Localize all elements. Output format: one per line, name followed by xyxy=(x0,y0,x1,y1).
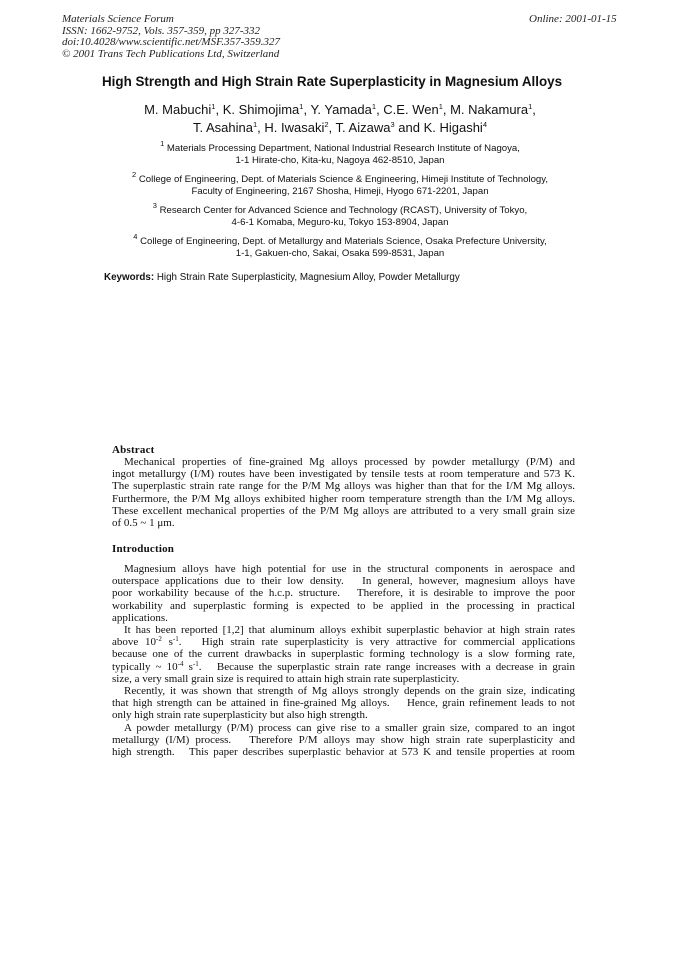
paragraph-3 xyxy=(112,685,575,722)
author-list xyxy=(60,101,620,136)
separator: , xyxy=(442,102,451,117)
affiliation-line: College of Engineering, Dept. of Materials Science & Engineering, Himeji Institute of Technology, xyxy=(138,173,549,185)
paper-title: High Strength and High Strain Rate Superplasticity in Magnesium Alloys xyxy=(102,74,563,89)
affiliation-number: 2 xyxy=(131,169,137,179)
text-fragment: s xyxy=(161,636,173,649)
author-line-2 xyxy=(60,119,620,137)
affiliation-number: 3 xyxy=(152,200,157,210)
author-name: K. Higashi xyxy=(423,119,483,135)
copyright-line: © 2001 Trans Tech Publications Ltd, Switzerland xyxy=(62,47,280,60)
affiliation-address: 1-1, Gakuen-cho, Sakai, Osaka 599-8531, Japan xyxy=(235,247,445,259)
author-name: M. Nakamura xyxy=(450,102,529,117)
text-line: only high strain rate superplasticity but also high strength. xyxy=(112,709,368,722)
affiliation-address: 4-6-1 Komaba, Meguro-ku, Tokyo 153-8904, Japan xyxy=(231,217,449,229)
text-line: size, a very small grain size is required to attain high strain rate superplasticity. xyxy=(112,672,460,685)
text-line: poor workability because of the h.c.p. structure. Therefore, it is desirable to improve the poor xyxy=(112,587,575,600)
keywords xyxy=(104,272,460,283)
author-line-1 xyxy=(60,101,620,119)
paragraph-1 xyxy=(112,563,575,624)
affiliation-marker: 3 xyxy=(390,119,395,129)
affiliation-1 xyxy=(60,139,620,167)
text-line xyxy=(112,661,575,673)
affiliation-address: Faculty of Engineering, 2167 Shosha, Himeji, Hyogo 671-2201, Japan xyxy=(191,186,489,198)
text-fragment: . High strain rate superplasticity is very attractive for commercial applications xyxy=(178,636,575,649)
affiliation-list xyxy=(60,139,620,267)
exponent: -4 xyxy=(177,659,184,668)
separator: and xyxy=(394,119,424,135)
online-date: Online: 2001-01-15 xyxy=(529,13,617,25)
affiliation-number: 1 xyxy=(160,139,165,148)
text-line: outerspace applications due to their low density. In general, however, magnesium alloys have xyxy=(112,575,575,588)
text-line: Mechanical properties of fine-grained Mg alloys processed by powder metallurgy (P/M) and xyxy=(124,456,575,468)
separator: , xyxy=(376,102,384,117)
author-name: K. Shimojima xyxy=(222,102,300,117)
author-name: H. Iwasaki xyxy=(264,119,325,135)
affiliation-marker: 1 xyxy=(438,102,443,111)
affiliation-address: 1-1 Hirate-cho, Kita-ku, Nagoya 462-8510, Japan xyxy=(235,155,445,167)
affiliation-4 xyxy=(60,231,620,260)
affiliation-marker: 1 xyxy=(371,102,377,111)
text-line: Furthermore, the P/M Mg alloys exhibited higher room temperature strength than the I/M Mg alloys. xyxy=(112,492,575,505)
journal-name: Materials Science Forum xyxy=(62,13,174,25)
text-line: A powder metallurgy (P/M) process can give rise to a smaller grain size, compared to an ingot xyxy=(124,721,575,734)
text-fragment: typically ~ 10 xyxy=(112,660,178,673)
separator: , xyxy=(257,119,265,135)
affiliation-number: 4 xyxy=(133,231,138,241)
text-line: Recently, it was shown that strength of Mg alloys strongly depends on the grain size, indicating xyxy=(124,685,575,698)
text-line: of 0.5 ~ 1 μm. xyxy=(112,517,175,530)
issn-line: ISSN: 1662-9752, Vols. 357-359, pp 327-332 xyxy=(62,24,260,37)
abstract-section xyxy=(112,444,575,529)
text-line: high strength. This paper describes superplastic behavior at 573 K and tensile properties at room xyxy=(112,746,575,759)
affiliation-marker: 1 xyxy=(253,119,258,129)
keywords-label: Keywords: xyxy=(104,272,155,283)
keywords-text: High Strain Rate Superplasticity, Magnesium Alloy, Powder Metallurgy xyxy=(156,272,460,283)
affiliation-marker: 4 xyxy=(482,119,487,129)
separator: , xyxy=(303,102,311,117)
author-name: C.E. Wen xyxy=(383,102,439,117)
affiliation-line: College of Engineering, Dept. of Metallurgy and Materials Science, Osaka Prefecture University, xyxy=(140,235,547,247)
text-line: applications. xyxy=(112,611,168,624)
abstract-heading: Abstract xyxy=(112,444,155,456)
affiliation-marker: 1 xyxy=(528,102,533,111)
author-name: T. Aizawa xyxy=(335,119,391,135)
affiliation-line: Research Center for Advanced Science and Technology (RCAST), University of Tokyo, xyxy=(159,204,528,216)
doi-link[interactable]: doi:10.4028/www.scientific.net/MSF.357-359.327 xyxy=(62,36,281,48)
text-line: ingot metallurgy (I/M) routes have been investigated by tensile tests at room temperature and 573 K. xyxy=(112,468,575,481)
affiliation-3 xyxy=(60,200,620,229)
exponent: -1 xyxy=(172,635,179,644)
affiliation-marker: 2 xyxy=(324,119,329,129)
affiliation-marker: 1 xyxy=(211,102,216,111)
author-name: T. Asahina xyxy=(193,119,253,135)
text-fragment: s xyxy=(183,660,193,673)
author-name: Y. Yamada xyxy=(310,102,372,117)
separator: , xyxy=(532,102,536,117)
text-line: These excellent mechanical properties of the P/M Mg alloys are attributed to a very small grain size xyxy=(112,504,575,517)
introduction-heading: Introduction xyxy=(112,543,175,555)
text-line: It has been reported [1,2] that aluminum alloys exhibit superplastic behavior at high strain rates xyxy=(124,624,575,637)
text-line: workability and superplastic forming is expected to be applied in the processing in practical xyxy=(112,599,575,612)
author-name: M. Mabuchi xyxy=(144,102,212,117)
affiliation-line: Materials Processing Department, National Industrial Research Institute of Nagoya, xyxy=(166,143,520,154)
exponent: -1 xyxy=(192,659,199,668)
paragraph-2 xyxy=(112,624,575,685)
text-line: Magnesium alloys have high potential for use in the structural components in aerospace and xyxy=(124,563,575,575)
text-line: metallurgy (I/M) process. Therefore P/M alloys may show high strain rate superplasticity and xyxy=(112,733,575,746)
text-line: The superplastic strain rate range for the P/M Mg alloys was higher than that for the I/M Mg alloys. xyxy=(112,480,575,493)
text-fragment: above 10 xyxy=(112,636,156,649)
paragraph-4 xyxy=(112,722,575,759)
text-line xyxy=(112,636,575,648)
exponent: -2 xyxy=(156,635,162,644)
text-line: because one of the current drawbacks in superplastic forming technology is a slow forming rate, xyxy=(112,648,575,661)
text-line: that high strength can be attained in fine-grained Mg alloys. Hence, grain refinement leads to not xyxy=(112,697,575,710)
journal-header xyxy=(62,14,280,60)
affiliation-2 xyxy=(60,169,620,198)
separator: , xyxy=(215,102,223,117)
separator: , xyxy=(328,119,336,135)
introduction-section xyxy=(112,563,575,758)
affiliation-marker: 1 xyxy=(299,102,304,111)
text-fragment: . Because the superplastic strain rate range increases with a decrease in grain xyxy=(198,660,575,673)
